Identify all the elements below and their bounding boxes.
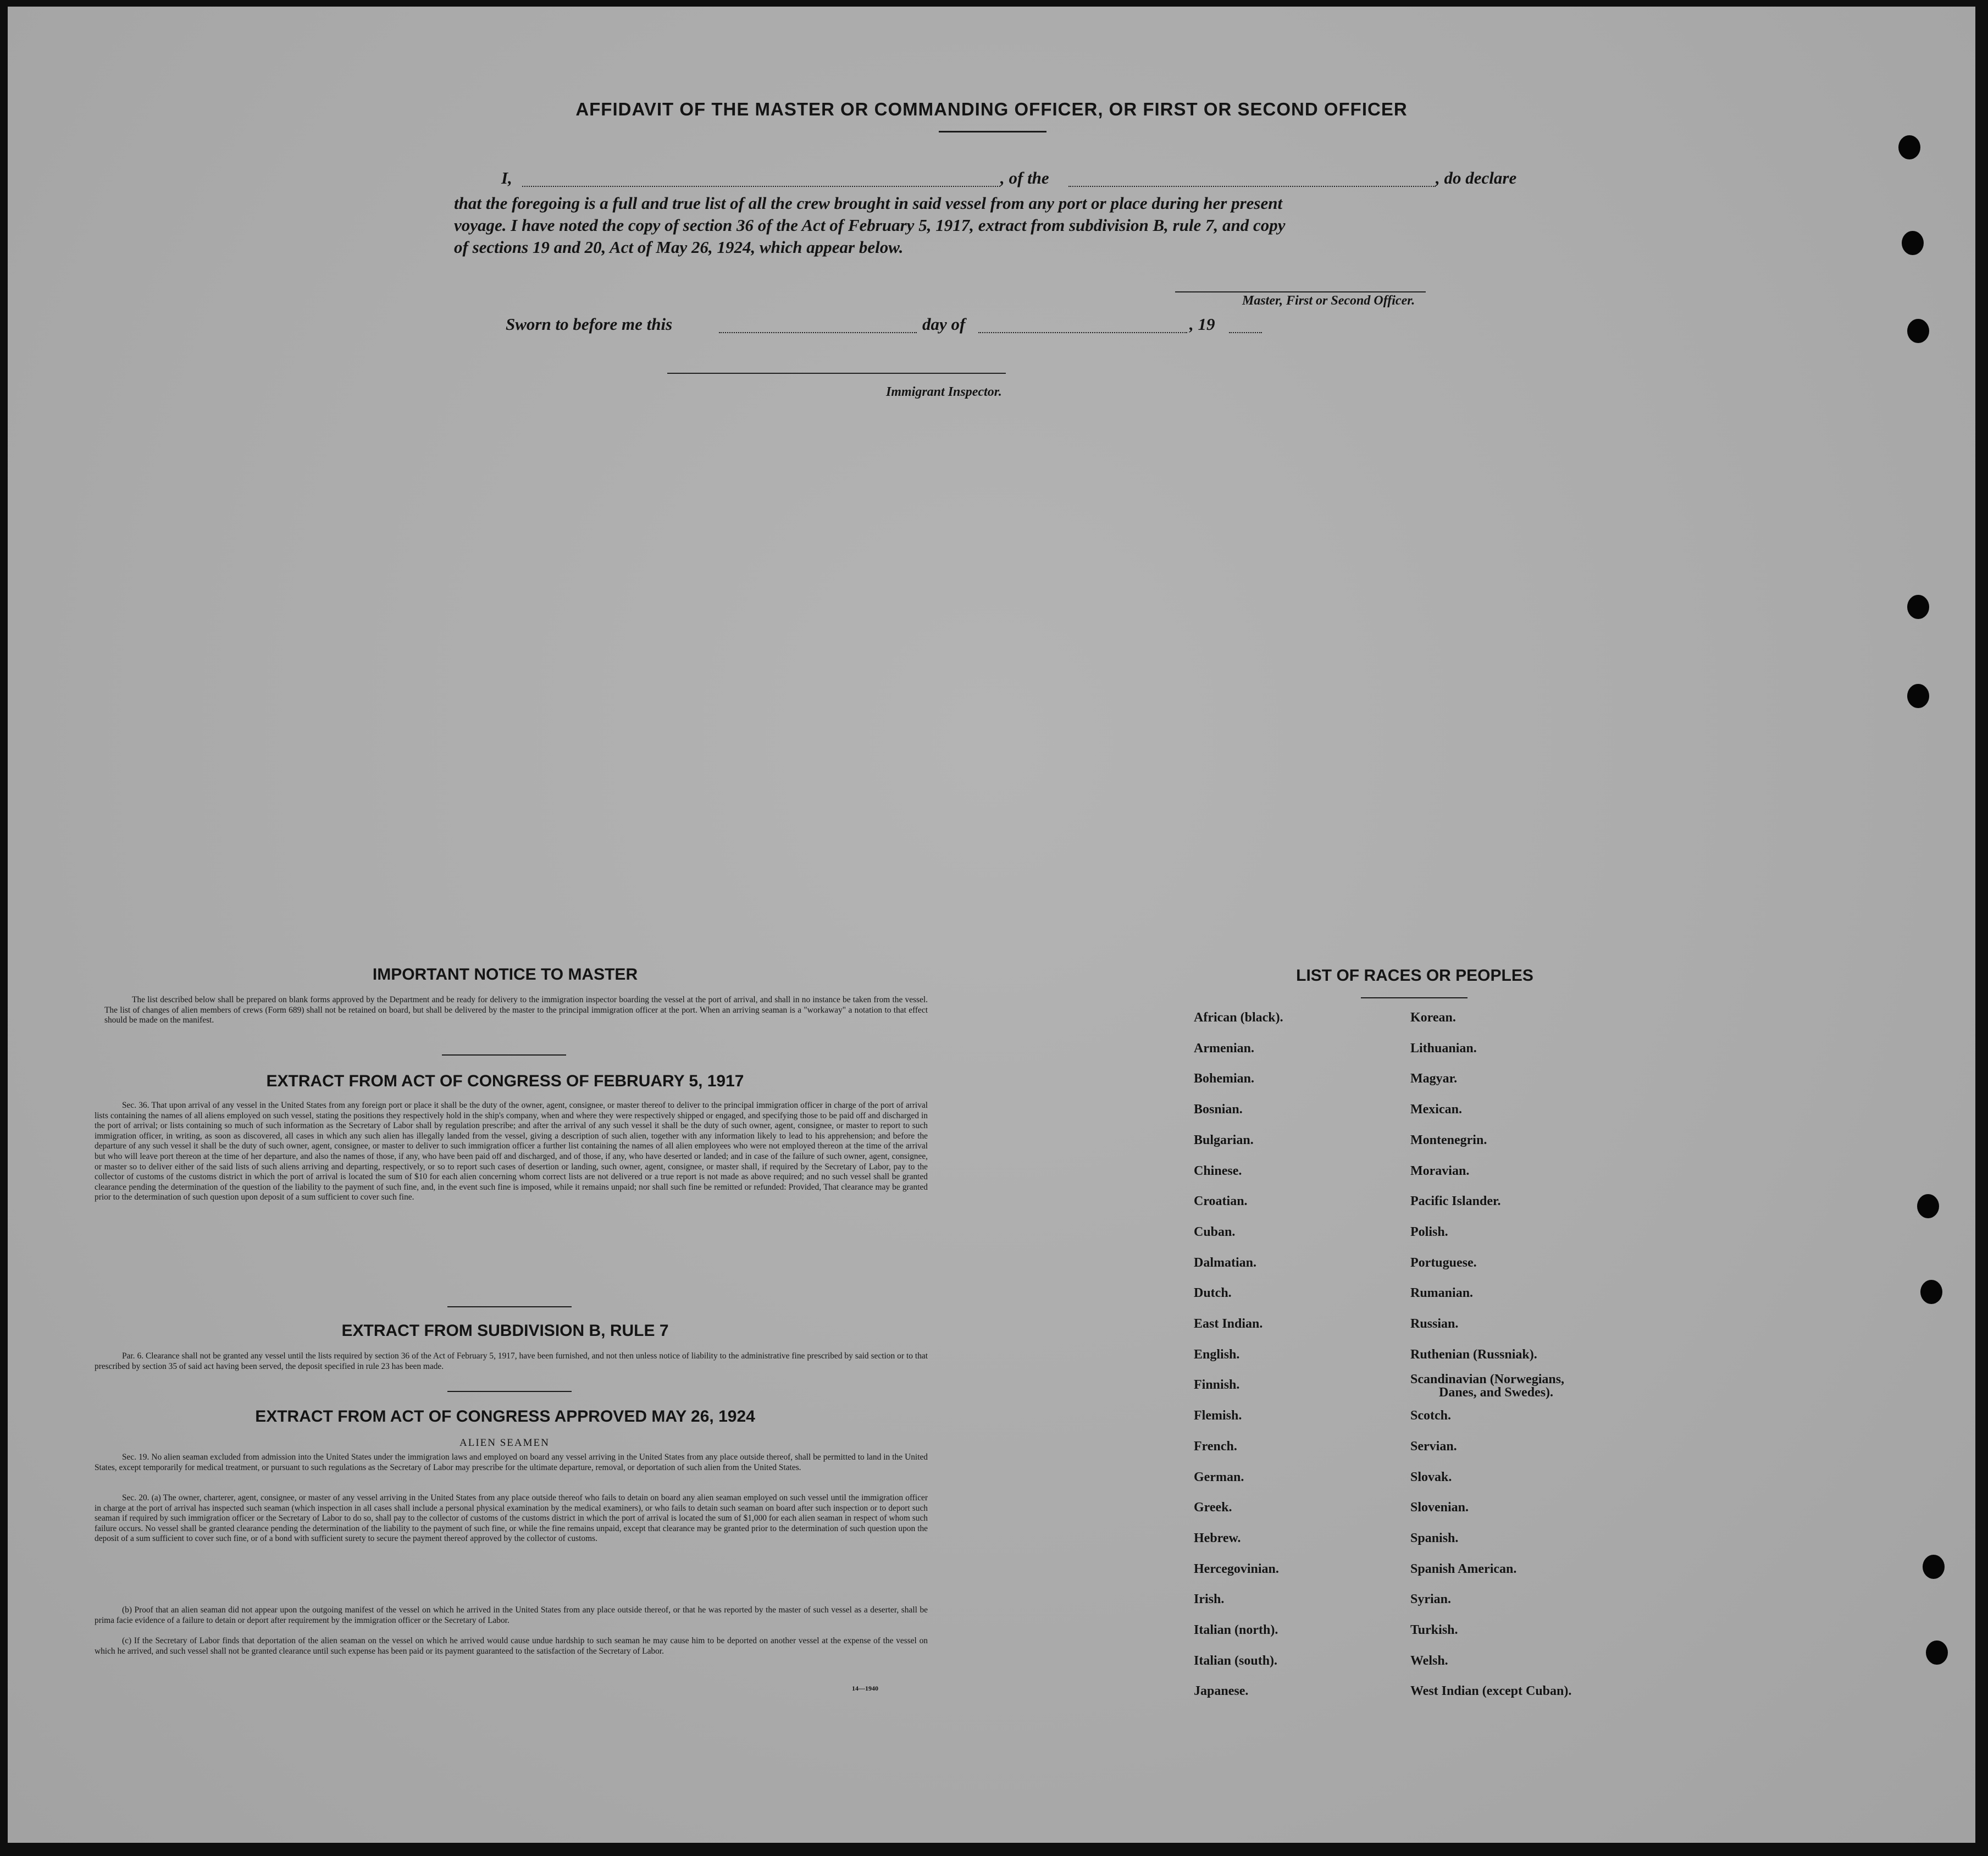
signature-fill-line[interactable] <box>1175 291 1426 292</box>
race-item: Irish. <box>1194 1592 1225 1606</box>
affidavit-page <box>8 7 1975 1843</box>
sec20c-text: (c) If the Secretary of Labor finds that deportation of the alien seaman on the vessel on which he arrived would cause undue hardship to such seaman he may cause him to be deported on another vessel at the expense of the vessel on which he arrived, and such vessel shall not be granted clearance until such expense has been paid or its payment guaranteed to the satisfaction of the Secretary of Labor. <box>95 1636 928 1656</box>
race-item: Moravian. <box>1410 1164 1470 1178</box>
race-item: Greek. <box>1194 1500 1232 1515</box>
race-item-continuation: Danes, and Swedes). <box>1439 1385 1554 1400</box>
race-item: Slovak. <box>1410 1470 1452 1484</box>
sworn-day-fill-line[interactable] <box>719 332 917 333</box>
race-item: Croatian. <box>1194 1194 1248 1208</box>
affidavit-line-3: voyage. I have noted the copy of section 36 of the Act of February 5, 1917, extract from subdivision B, rule 7, and copy <box>454 216 1286 235</box>
race-item: Lithuanian. <box>1410 1041 1477 1056</box>
race-item: Turkish. <box>1410 1623 1458 1637</box>
notice-text: The list described below shall be prepared on blank forms approved by the Department and be ready for delivery to the immigration inspector boarding the vessel at the port of arrival, and shall in no instance be taken from the vessel. The list of changes of alien members of crews (Form 689) shall not be retained on board, but shall be delivered by the master to the principal immigration officer at the port. When an arriving seaman is a "workaway" a notation to that effect should be made on the manifest. <box>104 995 928 1025</box>
race-item: Russian. <box>1410 1317 1459 1331</box>
race-item: West Indian (except Cuban). <box>1410 1684 1572 1698</box>
race-item: Scotch. <box>1410 1408 1451 1423</box>
race-item: Italian (south). <box>1194 1654 1278 1668</box>
race-item: Ruthenian (Russniak). <box>1410 1347 1537 1362</box>
alien-seamen-subtitle: ALIEN SEAMEN <box>459 1437 550 1449</box>
name-fill-line[interactable] <box>522 186 1000 187</box>
sec20b-text: (b) Proof that an alien seaman did not appear upon the outgoing manifest of the vessel on which he arrived in the United States from any place outside thereof, or that he was reported by the master of such vessel as a deserter, shall be prima facie evidence of a failure to detain or deport after requirement by the immigration officer or the Secretary of Labor. <box>95 1605 928 1625</box>
race-item: Scandinavian (Norwegians, <box>1410 1372 1565 1387</box>
extract-1924-title: EXTRACT FROM ACT OF CONGRESS APPROVED MAY 26, 1924 <box>255 1407 755 1426</box>
race-item: Armenian. <box>1194 1041 1254 1056</box>
punch-hole <box>1907 595 1929 619</box>
race-item: Dutch. <box>1194 1286 1232 1300</box>
affidavit-title: AFFIDAVIT OF THE MASTER OR COMMANDING OFFICER, OR FIRST OR SECOND OFFICER <box>575 99 1408 119</box>
extract-1917-rule <box>447 1306 572 1307</box>
race-item: Hercegovinian. <box>1194 1562 1279 1576</box>
notice-rule <box>442 1054 566 1056</box>
race-item: Syrian. <box>1410 1592 1452 1606</box>
extract-1917-title: EXTRACT FROM ACT OF CONGRESS OF FEBRUARY 5, 1917 <box>266 1072 744 1090</box>
extract-rule7-rule <box>447 1391 572 1392</box>
inspector-label: Immigrant Inspector. <box>886 385 1002 399</box>
sworn-year-fill-line[interactable] <box>1229 332 1262 333</box>
sworn-year: , 19 <box>1189 314 1215 334</box>
race-item: Mexican. <box>1410 1102 1462 1117</box>
affidavit-i: I, <box>501 168 512 187</box>
extract-rule7-text: Par. 6. Clearance shall not be granted any vessel until the lists required by section 36 of the Act of February 5, 1917, have been furnished, and not then unless notice of liability to the administrative fine prescribed by said section or to that prescribed by section 35 of said act having been served, the deposit specified in rule 23 has been made. <box>95 1351 928 1371</box>
affidavit-do-declare: , do declare <box>1436 168 1517 187</box>
race-item: Bosnian. <box>1194 1102 1243 1117</box>
race-item: Servian. <box>1410 1439 1457 1454</box>
race-item: Finnish. <box>1194 1378 1240 1392</box>
race-item: German. <box>1194 1470 1244 1484</box>
race-item: Bulgarian. <box>1194 1133 1254 1147</box>
race-item: Korean. <box>1410 1010 1456 1025</box>
race-item: Spanish American. <box>1410 1562 1517 1576</box>
punch-hole <box>1920 1280 1942 1304</box>
race-item: Rumanian. <box>1410 1286 1474 1300</box>
notice-title: IMPORTANT NOTICE TO MASTER <box>372 965 638 984</box>
punch-hole <box>1902 231 1924 255</box>
race-item: Portuguese. <box>1410 1256 1477 1270</box>
title-rule <box>939 131 1046 132</box>
affidavit-line-4: of sections 19 and 20, Act of May 26, 1924, which appear below. <box>454 237 904 257</box>
race-item: Welsh. <box>1410 1654 1448 1668</box>
race-item: Bohemian. <box>1194 1071 1255 1086</box>
race-item: Magyar. <box>1410 1071 1458 1086</box>
sworn-month-fill-line[interactable] <box>978 332 1187 333</box>
race-item: Spanish. <box>1410 1531 1459 1545</box>
affidavit-of-the: , of the <box>1000 168 1049 187</box>
races-title: LIST OF RACES OR PEOPLES <box>1296 966 1533 985</box>
race-item: Flemish. <box>1194 1408 1242 1423</box>
race-item: English. <box>1194 1347 1240 1362</box>
sec20a-text: Sec. 20. (a) The owner, charterer, agent, consignee, or master of any vessel arriving in the United States from any place outside thereof who fails to detain on board any alien seaman employed on such vessel until the immigration officer in charge at the port of arrival has inspected such seaman (which inspection in all cases shall include a personal physical examination by the medical examiners), or who fails to detain such seaman on board after such inspection or to deport such seaman if required by such immigration officer or the Secretary of Labor to do so, shall pay to the collector of customs of the customs district in which the port of arrival is located the sum of $1,000 for each alien seaman in respect of whom such failure occurs. No vessel shall be granted clearance pending the determination of the liability to the payment of such fine, or while the fine remains unpaid, except that clearance may be granted prior to the determination of such question upon the deposit of a sum sufficient to cover such fine, or of a bond with sufficient surety to secure the payment thereof approved by the collector of customs. <box>95 1493 928 1544</box>
punch-hole <box>1907 319 1929 343</box>
race-item: Japanese. <box>1194 1684 1249 1698</box>
race-item: Hebrew. <box>1194 1531 1241 1545</box>
affidavit-line-2: that the foregoing is a full and true list of all the crew brought in said vessel from any port or place during her present <box>454 194 1283 213</box>
race-item: Pacific Islander. <box>1410 1194 1501 1208</box>
signature-label: Master, First or Second Officer. <box>1242 294 1415 308</box>
extract-1917-text: Sec. 36. That upon arrival of any vessel in the United States from any foreign port or place it shall be the duty of the owner, agent, consignee, or master thereof to deliver to the principal immigration officer in charge of the port of arrival lists containing the names of all aliens employed on such vessel, stating the positions they respectively hold in the ship's company, when and where they were respectively shipped or engaged, and specifying those to be paid off and discharged in the port of arrival; or lists containing so much of such information as the Secretary of Labor shall by regulation prescribe; and after the arrival of any such vessel it shall be the duty of such owner, agent, consignee, or master to report to such immigration officer, in writing, as soon as discovered, all cases in which any such alien has illegally landed from the vessel, giving a description of such alien, together with any information likely to lead to his apprehension; and before the departure of any such vessel it shall be the duty of such owner, agent, consignee, or master to deliver to such immigration officer a further list containing the names of all alien employees who were not employed thereon at the time of the arrival but who will leave port thereon at the time of her departure, and also the names of those, if any, who have been paid off and discharged, and of those, if any, who have deserted or landed; and in case of the failure of such owner, agent, consignee, or master so to deliver either of the said lists of such aliens arriving and departing, respectively, or so to report such cases of desertion or landing, such owner, agent, consignee, or master shall, if required by the Secretary of Labor, pay to the collector of customs of the customs district in which the port of arrival is located the sum of $10 for each alien concerning whom correct lists are not delivered or a true report is not made as above required; and no such vessel shall be granted clearance pending the determination of the question of the liability to the payment of such fine, and, in the event such fine is imposed, while it remains unpaid; nor shall such fine be remitted or refunded: Provided, That clearance may be granted prior to the determination of such question upon deposit of a sum sufficient to cover such fine. <box>95 1101 928 1202</box>
race-item: East Indian. <box>1194 1317 1263 1331</box>
sworn-prefix: Sworn to before me this <box>506 314 673 334</box>
sec19-text: Sec. 19. No alien seaman excluded from admission into the United States under the immigration laws and employed on board any vessel arriving in the United States from any place outside thereof, shall be permitted to land in the United States, except temporarily for medical treatment, or pursuant to such regulations as the Secretary of Labor may prescribe for the ultimate departure, removal, or deportation of such alien from the United States. <box>95 1452 928 1472</box>
form-number: 14—1940 <box>852 1684 878 1692</box>
punch-hole <box>1923 1555 1945 1579</box>
race-item: Polish. <box>1410 1225 1448 1239</box>
race-item: Cuban. <box>1194 1225 1236 1239</box>
extract-rule7-title: EXTRACT FROM SUBDIVISION B, RULE 7 <box>341 1322 669 1340</box>
race-item: African (black). <box>1194 1010 1283 1025</box>
punch-hole <box>1898 135 1920 159</box>
race-item: French. <box>1194 1439 1237 1454</box>
inspector-fill-line[interactable] <box>667 373 1006 374</box>
punch-hole <box>1926 1640 1948 1665</box>
race-item: Dalmatian. <box>1194 1256 1256 1270</box>
race-item: Chinese. <box>1194 1164 1242 1178</box>
race-item: Slovenian. <box>1410 1500 1469 1515</box>
vessel-fill-line[interactable] <box>1068 186 1436 187</box>
race-item: Montenegrin. <box>1410 1133 1487 1147</box>
punch-hole <box>1907 684 1929 708</box>
sworn-day-of: day of <box>922 314 966 334</box>
punch-hole <box>1917 1194 1939 1218</box>
races-rule <box>1361 997 1468 998</box>
race-item: Italian (north). <box>1194 1623 1278 1637</box>
